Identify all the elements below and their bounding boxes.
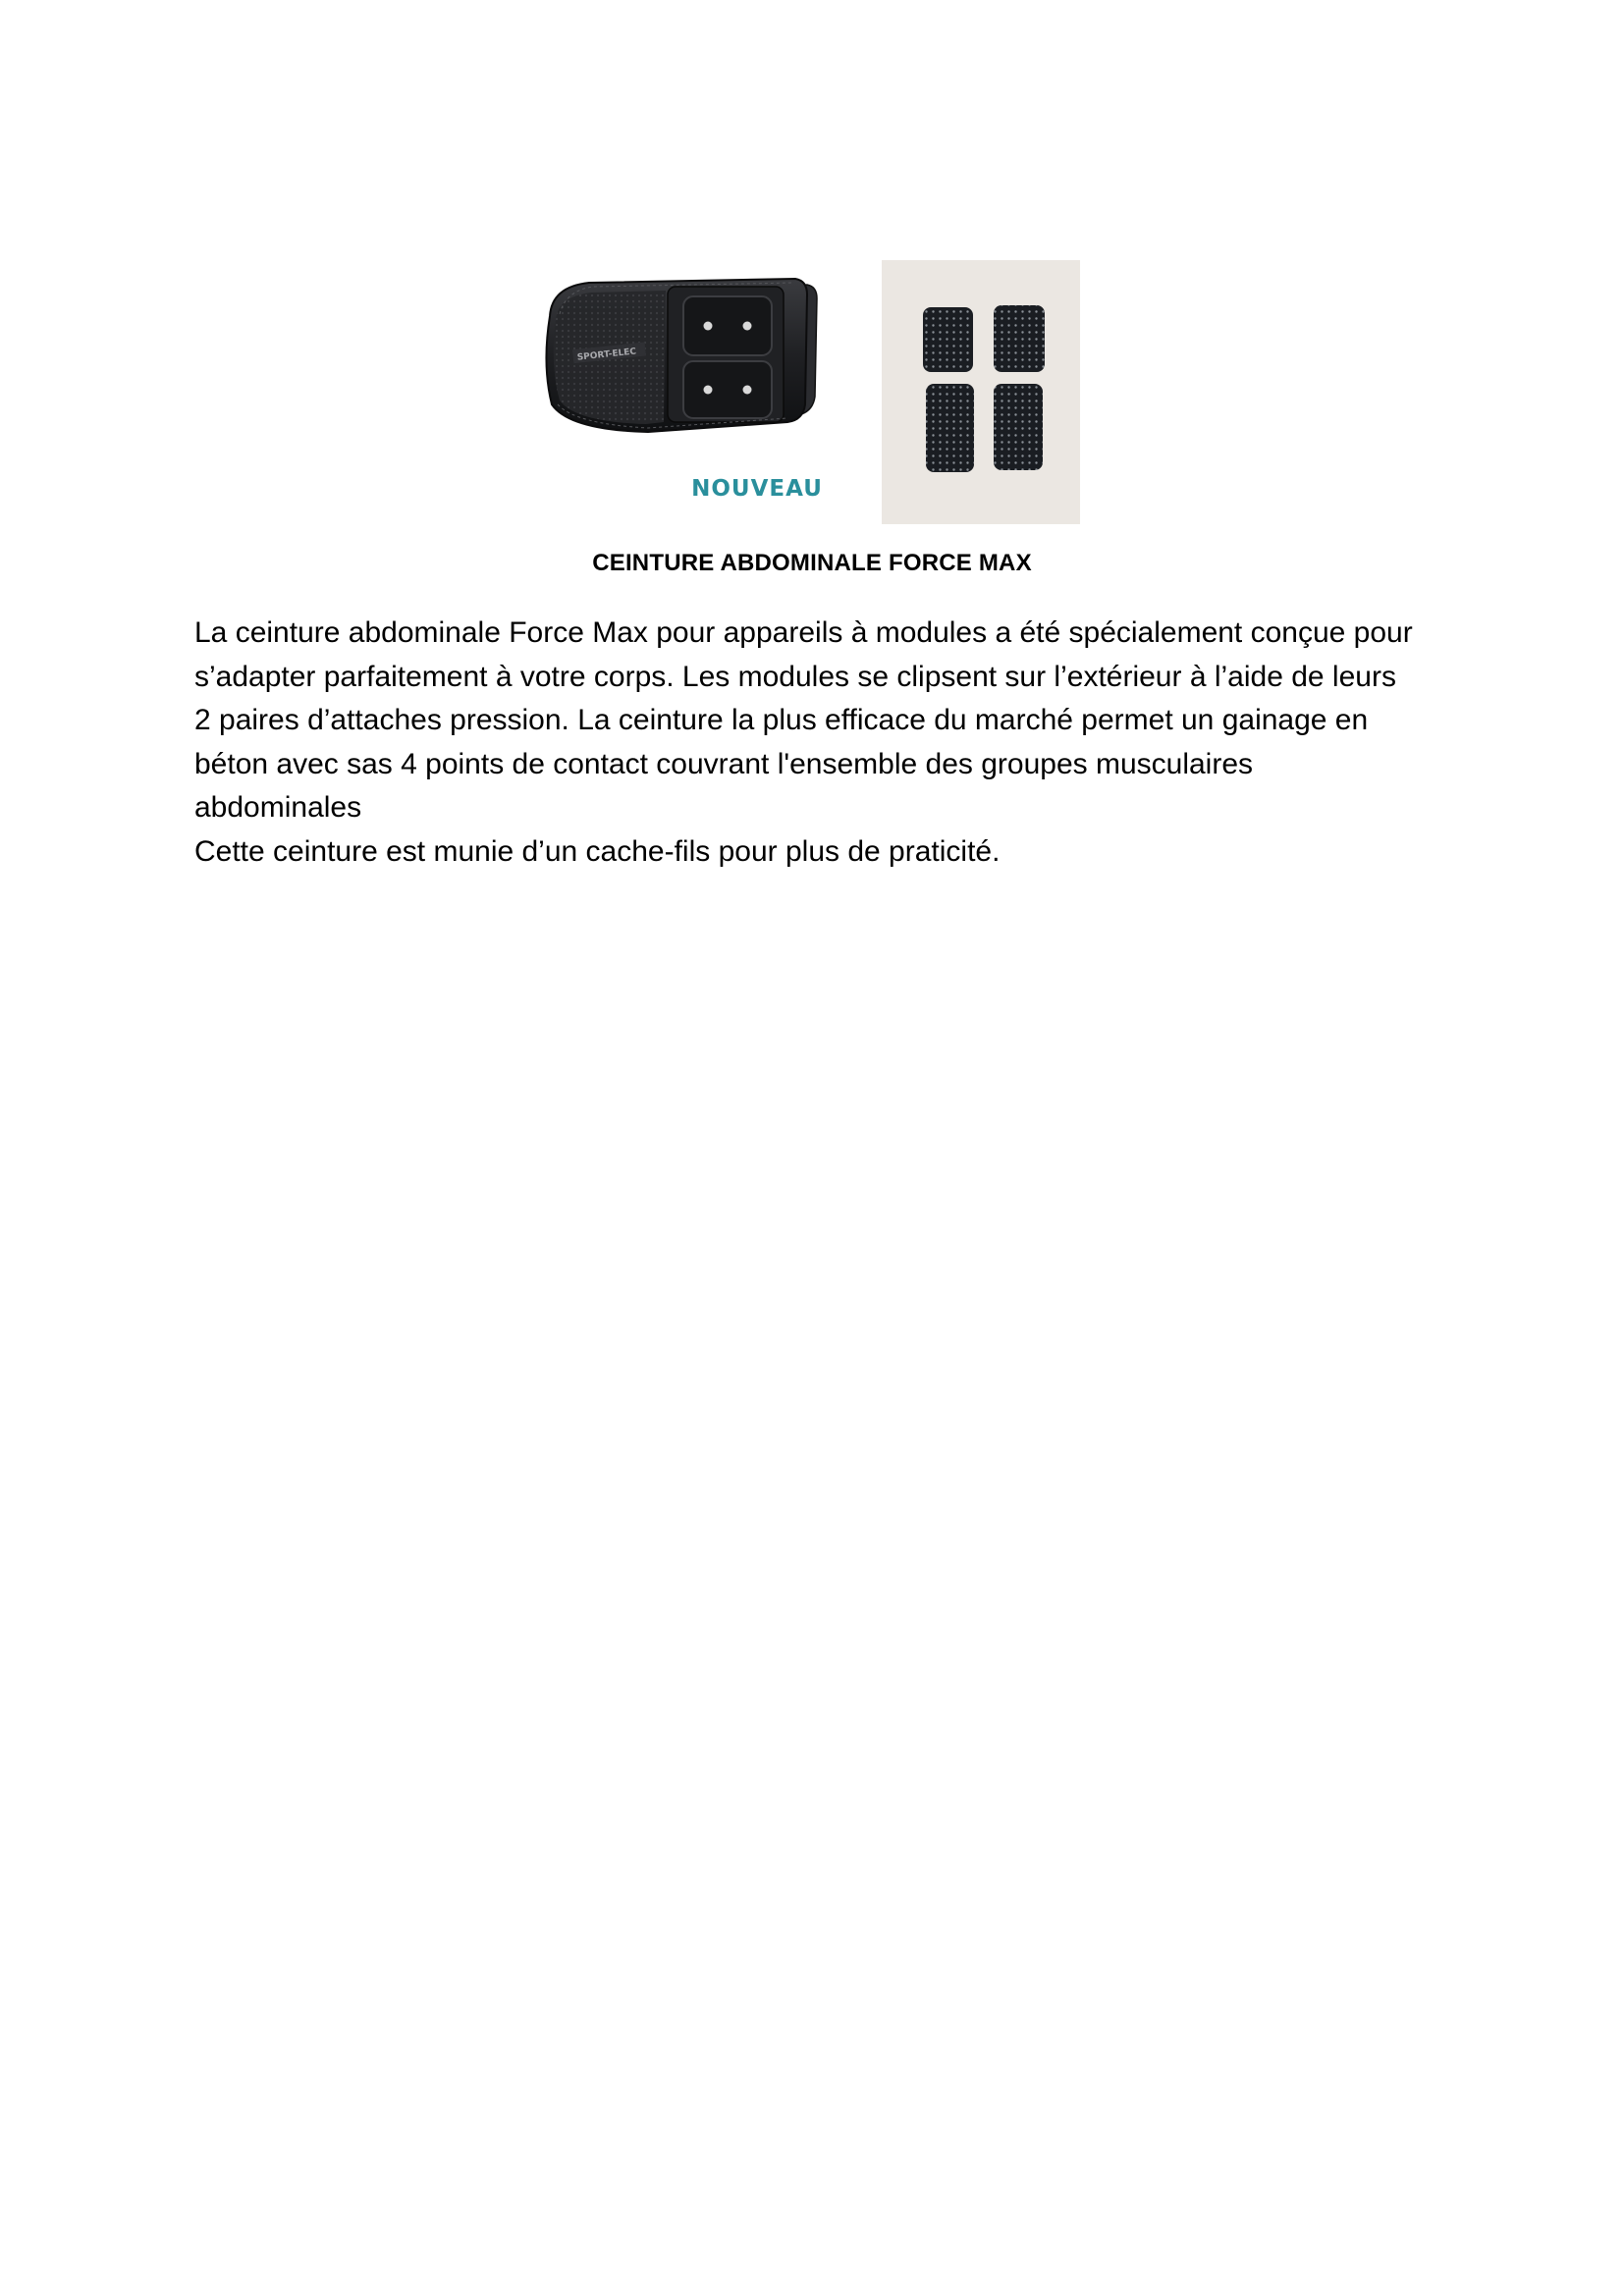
- belt-product-image: [530, 257, 844, 520]
- body-line: 2 paires d’attaches pression. La ceinture la plus efficace du marché permet un gainage en: [194, 704, 1369, 736]
- body-line: La ceinture abdominale Force Max pour appareils à modules a été spécialement conçue pour: [194, 616, 1413, 649]
- body-line: Cette ceinture est munie d’un cache-fils pour plus de praticité.: [194, 834, 1001, 868]
- document-body: [194, 612, 1471, 874]
- new-badge: NOUVEAU: [691, 476, 823, 502]
- body-line: béton avec sas 4 points de contact couvrant l'ensemble des groupes musculaires: [194, 747, 1254, 780]
- electrode-pads-image: [882, 260, 1080, 524]
- belt-brand-print: SPORT-ELEC: [576, 347, 637, 363]
- body-line: s’adapter parfaitement à votre corps. Les modules se clipsent sur l’extérieur à l’aide de leurs: [194, 660, 1396, 693]
- pad-bottom-right: [994, 384, 1043, 470]
- pad-top-right: [994, 305, 1045, 372]
- electrode-pads-icon: [882, 260, 1080, 524]
- body-line: abdominales: [194, 791, 362, 824]
- pad-top-left: [923, 307, 973, 372]
- abdominal-belt-icon: [530, 257, 844, 473]
- pad-bottom-left: [926, 384, 974, 472]
- document-title: CEINTURE ABDOMINALE FORCE MAX: [592, 550, 1032, 576]
